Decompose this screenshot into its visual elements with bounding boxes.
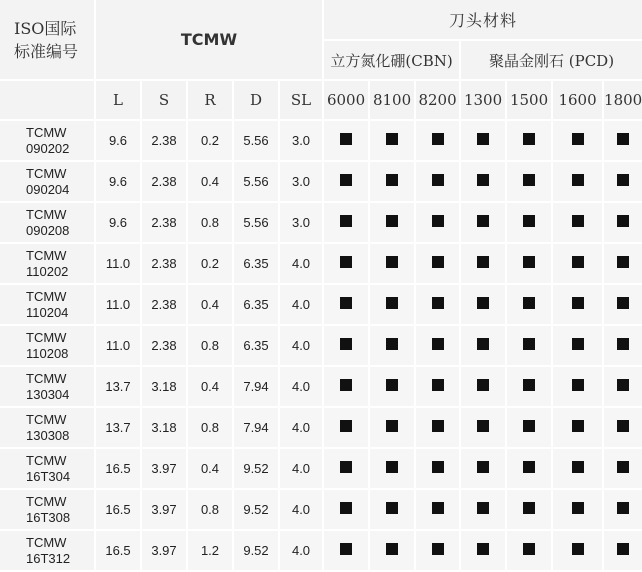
value-s: 3.18 — [141, 366, 187, 407]
filled-square-icon — [617, 461, 629, 473]
filled-square-icon — [617, 543, 629, 555]
model-code-number: 16T312 — [26, 550, 71, 566]
filled-square-icon — [386, 256, 398, 268]
value-l: 9.6 — [95, 161, 141, 202]
value-l: 11.0 — [95, 284, 141, 325]
availability-cell — [506, 366, 552, 407]
filled-square-icon — [477, 379, 489, 391]
model-code-cell — [0, 407, 95, 448]
filled-square-icon — [572, 543, 584, 555]
filled-square-icon — [523, 461, 535, 473]
filled-square-icon — [572, 420, 584, 432]
availability-cell — [415, 243, 460, 284]
availability-cell — [603, 530, 642, 571]
model-code-prefix: TCMW — [26, 411, 67, 427]
table-row — [0, 489, 642, 530]
availability-cell — [415, 448, 460, 489]
value-l: 16.5 — [95, 489, 141, 530]
model-column-header-blank — [0, 80, 95, 120]
value-sl: 4.0 — [279, 530, 323, 571]
availability-cell — [415, 407, 460, 448]
filled-square-icon — [572, 379, 584, 391]
value-d: 9.52 — [233, 489, 279, 530]
availability-cell — [603, 448, 642, 489]
availability-cell — [323, 284, 369, 325]
availability-cell — [460, 366, 506, 407]
filled-square-icon — [477, 338, 489, 350]
model-code-number: 110202 — [26, 263, 69, 279]
availability-cell — [369, 120, 415, 161]
filled-square-icon — [432, 379, 444, 391]
availability-cell — [415, 325, 460, 366]
availability-cell — [506, 202, 552, 243]
value-l: 13.7 — [95, 407, 141, 448]
filled-square-icon — [477, 215, 489, 227]
filled-square-icon — [617, 133, 629, 145]
availability-cell — [323, 489, 369, 530]
filled-square-icon — [523, 502, 535, 514]
filled-square-icon — [477, 502, 489, 514]
availability-cell — [552, 120, 603, 161]
value-r: 0.4 — [187, 161, 233, 202]
availability-cell — [506, 325, 552, 366]
availability-cell — [506, 530, 552, 571]
availability-cell — [369, 161, 415, 202]
filled-square-icon — [340, 502, 352, 514]
filled-square-icon — [432, 174, 444, 186]
filled-square-icon — [432, 256, 444, 268]
availability-cell — [415, 284, 460, 325]
model-code-number: 16T308 — [26, 509, 71, 525]
filled-square-icon — [340, 543, 352, 555]
availability-cell — [552, 202, 603, 243]
grade-header-6000: 6000 — [323, 80, 369, 120]
iso-header-line2: 标准编号 — [14, 41, 79, 61]
filled-square-icon — [572, 297, 584, 309]
filled-square-icon — [432, 133, 444, 145]
availability-cell — [323, 448, 369, 489]
value-d: 7.94 — [233, 366, 279, 407]
availability-cell — [552, 284, 603, 325]
availability-cell — [552, 366, 603, 407]
value-s: 2.38 — [141, 161, 187, 202]
value-sl: 4.0 — [279, 243, 323, 284]
availability-cell — [369, 448, 415, 489]
availability-cell — [415, 161, 460, 202]
value-r: 0.2 — [187, 120, 233, 161]
filled-square-icon — [386, 420, 398, 432]
availability-cell — [323, 243, 369, 284]
filled-square-icon — [572, 502, 584, 514]
value-l: 11.0 — [95, 243, 141, 284]
availability-cell — [415, 202, 460, 243]
filled-square-icon — [477, 133, 489, 145]
value-d: 6.35 — [233, 325, 279, 366]
value-r: 0.2 — [187, 243, 233, 284]
value-s: 3.18 — [141, 407, 187, 448]
availability-cell — [552, 161, 603, 202]
grade-header-1500: 1500 — [506, 80, 552, 120]
value-s: 2.38 — [141, 202, 187, 243]
filled-square-icon — [340, 379, 352, 391]
table-row — [0, 366, 642, 407]
availability-cell — [323, 325, 369, 366]
filled-square-icon — [477, 420, 489, 432]
table-row — [0, 325, 642, 366]
model-code-number: 110208 — [26, 345, 69, 361]
model-code-number: 090204 — [26, 181, 70, 197]
table-row — [0, 407, 642, 448]
grade-header-1800: 1800 — [603, 80, 642, 120]
availability-cell — [460, 243, 506, 284]
value-sl: 4.0 — [279, 284, 323, 325]
availability-cell — [369, 407, 415, 448]
filled-square-icon — [523, 338, 535, 350]
value-s: 2.38 — [141, 284, 187, 325]
filled-square-icon — [386, 215, 398, 227]
filled-square-icon — [340, 133, 352, 145]
dim-header-sl: SL — [279, 80, 323, 120]
filled-square-icon — [617, 215, 629, 227]
filled-square-icon — [617, 379, 629, 391]
filled-square-icon — [432, 420, 444, 432]
filled-square-icon — [523, 379, 535, 391]
filled-square-icon — [386, 379, 398, 391]
availability-cell — [506, 407, 552, 448]
filled-square-icon — [617, 297, 629, 309]
filled-square-icon — [432, 502, 444, 514]
value-l: 13.7 — [95, 366, 141, 407]
availability-cell — [323, 407, 369, 448]
availability-cell — [603, 489, 642, 530]
table-row — [0, 530, 642, 571]
filled-square-icon — [572, 133, 584, 145]
availability-cell — [369, 284, 415, 325]
model-code-prefix: TCMW — [26, 247, 67, 263]
availability-cell — [323, 366, 369, 407]
value-l: 9.6 — [95, 120, 141, 161]
availability-cell — [603, 120, 642, 161]
availability-cell — [369, 530, 415, 571]
filled-square-icon — [477, 297, 489, 309]
model-code-number: 16T304 — [26, 468, 71, 484]
filled-square-icon — [523, 215, 535, 227]
value-d: 5.56 — [233, 120, 279, 161]
filled-square-icon — [523, 256, 535, 268]
model-code-prefix: TCMW — [26, 493, 67, 509]
availability-cell — [603, 407, 642, 448]
value-r: 1.2 — [187, 530, 233, 571]
filled-square-icon — [432, 338, 444, 350]
value-sl: 3.0 — [279, 161, 323, 202]
availability-cell — [460, 202, 506, 243]
model-code-number: 090202 — [26, 140, 70, 156]
cbn-header: 立方氮化硼(CBN) — [323, 40, 460, 80]
model-code-cell — [0, 366, 95, 407]
availability-cell — [369, 325, 415, 366]
table-row — [0, 161, 642, 202]
filled-square-icon — [572, 256, 584, 268]
value-sl: 4.0 — [279, 489, 323, 530]
filled-square-icon — [477, 174, 489, 186]
filled-square-icon — [386, 174, 398, 186]
availability-cell — [460, 448, 506, 489]
availability-cell — [460, 120, 506, 161]
grade-header-1600: 1600 — [552, 80, 603, 120]
filled-square-icon — [523, 133, 535, 145]
availability-cell — [460, 325, 506, 366]
model-code-cell — [0, 489, 95, 530]
model-code-cell — [0, 325, 95, 366]
filled-square-icon — [386, 543, 398, 555]
value-sl: 4.0 — [279, 407, 323, 448]
dim-header-s: S — [141, 80, 187, 120]
model-code-number: 090208 — [26, 222, 70, 238]
filled-square-icon — [386, 338, 398, 350]
model-code-number: 110204 — [26, 304, 69, 320]
availability-cell — [415, 530, 460, 571]
pcd-header: 聚晶金刚石 (PCD) — [460, 40, 642, 80]
model-code-number: 130304 — [26, 386, 70, 402]
availability-cell — [506, 120, 552, 161]
filled-square-icon — [340, 420, 352, 432]
value-l: 16.5 — [95, 530, 141, 571]
availability-cell — [323, 530, 369, 571]
model-code-cell — [0, 284, 95, 325]
value-r: 0.4 — [187, 284, 233, 325]
value-s: 2.38 — [141, 243, 187, 284]
value-s: 3.97 — [141, 489, 187, 530]
dim-header-r: R — [187, 80, 233, 120]
table-row — [0, 448, 642, 489]
availability-cell — [460, 161, 506, 202]
availability-cell — [369, 243, 415, 284]
availability-cell — [552, 530, 603, 571]
availability-cell — [415, 120, 460, 161]
value-d: 6.35 — [233, 284, 279, 325]
table-row — [0, 243, 642, 284]
grade-header-8100: 8100 — [369, 80, 415, 120]
value-d: 9.52 — [233, 448, 279, 489]
filled-square-icon — [432, 461, 444, 473]
value-d: 7.94 — [233, 407, 279, 448]
value-s: 3.97 — [141, 530, 187, 571]
filled-square-icon — [432, 215, 444, 227]
model-code-cell — [0, 243, 95, 284]
availability-cell — [460, 489, 506, 530]
filled-square-icon — [617, 256, 629, 268]
value-r: 0.8 — [187, 325, 233, 366]
availability-cell — [369, 489, 415, 530]
availability-cell — [552, 489, 603, 530]
value-s: 2.38 — [141, 325, 187, 366]
availability-cell — [603, 202, 642, 243]
availability-cell — [369, 202, 415, 243]
filled-square-icon — [617, 502, 629, 514]
value-l: 11.0 — [95, 325, 141, 366]
model-code-cell — [0, 202, 95, 243]
filled-square-icon — [340, 461, 352, 473]
availability-cell — [323, 120, 369, 161]
filled-square-icon — [477, 543, 489, 555]
model-code-prefix: TCMW — [26, 124, 67, 140]
availability-cell — [603, 325, 642, 366]
model-code-prefix: TCMW — [26, 534, 67, 550]
filled-square-icon — [572, 174, 584, 186]
availability-cell — [460, 407, 506, 448]
value-s: 3.97 — [141, 448, 187, 489]
filled-square-icon — [572, 461, 584, 473]
dim-header-l: L — [95, 80, 141, 120]
filled-square-icon — [572, 215, 584, 227]
model-code-number: 130308 — [26, 427, 70, 443]
availability-cell — [323, 202, 369, 243]
model-code-cell — [0, 448, 95, 489]
filled-square-icon — [617, 174, 629, 186]
filled-square-icon — [477, 461, 489, 473]
value-r: 0.8 — [187, 202, 233, 243]
availability-cell — [506, 243, 552, 284]
iso-header-line1: ISO国际 — [14, 18, 77, 38]
model-code-cell — [0, 161, 95, 202]
material-header: 刀头材料 — [323, 0, 642, 40]
availability-cell — [369, 366, 415, 407]
model-code-prefix: TCMW — [26, 165, 67, 181]
grade-header-1300: 1300 — [460, 80, 506, 120]
filled-square-icon — [386, 502, 398, 514]
availability-cell — [552, 325, 603, 366]
model-code-prefix: TCMW — [26, 329, 67, 345]
filled-square-icon — [340, 338, 352, 350]
filled-square-icon — [523, 420, 535, 432]
value-l: 16.5 — [95, 448, 141, 489]
availability-cell — [506, 448, 552, 489]
availability-cell — [552, 407, 603, 448]
dim-header-d: D — [233, 80, 279, 120]
filled-square-icon — [523, 543, 535, 555]
availability-cell — [415, 366, 460, 407]
filled-square-icon — [523, 297, 535, 309]
model-code-cell — [0, 120, 95, 161]
availability-cell — [603, 161, 642, 202]
model-code-prefix: TCMW — [26, 288, 67, 304]
value-r: 0.4 — [187, 448, 233, 489]
availability-cell — [506, 161, 552, 202]
availability-cell — [603, 284, 642, 325]
value-sl: 4.0 — [279, 325, 323, 366]
filled-square-icon — [386, 133, 398, 145]
grade-header-8200: 8200 — [415, 80, 460, 120]
value-sl: 3.0 — [279, 120, 323, 161]
filled-square-icon — [386, 297, 398, 309]
iso-header — [0, 0, 95, 80]
availability-cell — [603, 243, 642, 284]
filled-square-icon — [340, 297, 352, 309]
value-l: 9.6 — [95, 202, 141, 243]
value-sl: 4.0 — [279, 448, 323, 489]
tcmw-header: TCMW — [95, 0, 323, 80]
value-d: 9.52 — [233, 530, 279, 571]
filled-square-icon — [617, 338, 629, 350]
availability-cell — [506, 284, 552, 325]
model-code-prefix: TCMW — [26, 206, 67, 222]
value-sl: 4.0 — [279, 366, 323, 407]
filled-square-icon — [432, 543, 444, 555]
model-code-prefix: TCMW — [26, 370, 67, 386]
model-code-prefix: TCMW — [26, 452, 67, 468]
availability-cell — [415, 489, 460, 530]
value-s: 2.38 — [141, 120, 187, 161]
table-row — [0, 284, 642, 325]
filled-square-icon — [386, 461, 398, 473]
availability-cell — [506, 489, 552, 530]
model-code-cell — [0, 530, 95, 571]
filled-square-icon — [340, 256, 352, 268]
value-d: 5.56 — [233, 202, 279, 243]
availability-cell — [552, 243, 603, 284]
filled-square-icon — [340, 174, 352, 186]
value-r: 0.4 — [187, 366, 233, 407]
availability-cell — [460, 530, 506, 571]
value-d: 6.35 — [233, 243, 279, 284]
availability-cell — [460, 284, 506, 325]
filled-square-icon — [477, 256, 489, 268]
filled-square-icon — [572, 338, 584, 350]
table-row — [0, 202, 642, 243]
availability-cell — [603, 366, 642, 407]
filled-square-icon — [617, 420, 629, 432]
availability-cell — [552, 448, 603, 489]
value-r: 0.8 — [187, 489, 233, 530]
availability-cell — [323, 161, 369, 202]
value-r: 0.8 — [187, 407, 233, 448]
value-sl: 3.0 — [279, 202, 323, 243]
table-row — [0, 120, 642, 161]
filled-square-icon — [340, 215, 352, 227]
filled-square-icon — [432, 297, 444, 309]
value-d: 5.56 — [233, 161, 279, 202]
filled-square-icon — [523, 174, 535, 186]
